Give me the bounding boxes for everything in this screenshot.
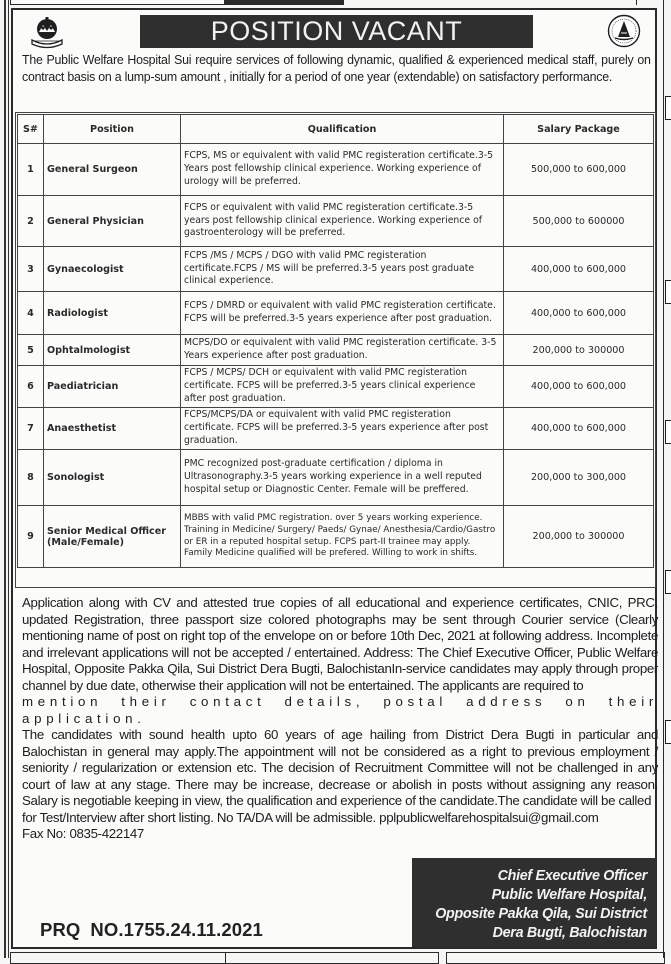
row-qualification: MBBS with valid PMC registration. over 5 years working experience. Training in Medicine/ Surgery/ Paeds/ Gynae/ Anesthesia/Cardio/Gastro or ER in a reputed hospital setup. FCPS part-II trainee may apply. Family Medicine qualified will be prefered. Willing to work in shifts.	[181, 506, 504, 568]
positions-table	[17, 114, 654, 568]
signature-line: Dera Bugti, Balochistan	[492, 925, 647, 941]
table-row	[18, 366, 654, 408]
row-sn: 3	[18, 247, 44, 292]
row-salary: 200,000 to 300000	[504, 506, 654, 568]
prq-number	[40, 919, 263, 941]
row-position: Sonologist	[44, 450, 181, 506]
row-sn: 9	[18, 506, 44, 568]
page-border-rule	[8, 0, 9, 958]
row-sn: 7	[18, 408, 44, 450]
row-qualification: FCPS / MCPS/ DCH or equivalent with valid PMC registeration certificate. FCPS will be preferred.3-5 years clinical experience after post graduation.	[181, 366, 504, 408]
column-header-qualification: Qualification	[181, 115, 504, 144]
adjacent-ad-fragment	[10, 0, 226, 5]
row-qualification: FCPS, MS or equivalent with valid PMC registeration certificate.3-5 Years post fellowship clinical experience. Working experience of urology will be preferred.	[181, 144, 504, 196]
signature-block	[412, 858, 656, 947]
table-header-row	[18, 115, 654, 144]
row-sn: 8	[18, 450, 44, 506]
adjacent-block	[665, 570, 671, 594]
adjacent-block	[665, 280, 671, 304]
row-salary: 400,000 to 600,000	[504, 408, 654, 450]
row-salary: 500,000 to 600,000	[504, 144, 654, 196]
ppl-company-seal-icon	[607, 14, 641, 48]
row-qualification: MCPS/DO or equivalent with valid PMC registeration certificate. 3-5 Years experience after post graduation.	[181, 335, 504, 366]
instructions-part-3: The candidates with sound health upto 60 years of age hailing from District Dera Bugti in particular and Balochistan in general may apply.The appointment will not be considered as a right to previous employment / seniority / regularization or extension etc. The decision of Recruitment Committee will not be challenged in any court of law at any stage. There may be increase, decrease or abolish in posts without assigning any reason. Salary is negotiable keeping in view, the qualification and experience of the candidate.The candidate will be called	[22, 727, 658, 808]
adjacent-block	[665, 420, 671, 444]
row-salary: 200,000 to 300,000	[504, 450, 654, 506]
ad-title: POSITION VACANT	[140, 15, 533, 48]
row-position: Gynaecologist	[44, 247, 181, 292]
adjacent-block	[665, 96, 671, 120]
fax-number: Fax No: 0835-422147	[22, 826, 144, 841]
row-sn: 4	[18, 292, 44, 335]
row-salary: 400,000 to 600,000	[504, 247, 654, 292]
instructions-part-1: Application along with CV and attested true copies of all educational and experience certificates, CNIC, PRC, updated Registration, three passport size colored photographs may be sent through Courier service (Clearly mentioning name of post on right top of the envelope on or before 10th Dec, 2021 at following address. Incomplete and irrelevant applications will not be accepted / entertained. Address: The Chief Executive Officer, Public Welfare Hospital, Opposite Pakka Qila, Sui District Dera Bugti, BalochistanIn-service candidates may apply through proper channel by due date, otherwise their application will not be entertained. The applicants are required to	[22, 595, 658, 693]
adjacent-ad-fragment	[346, 0, 637, 5]
row-position: Radiologist	[44, 292, 181, 335]
row-sn: 1	[18, 144, 44, 196]
instructions-part-4-email: for Test/Interview after short listing. No TA/DA will be admissible. pplpublicwelfarehospitalsui@gmail.com	[22, 809, 599, 825]
table-row	[18, 247, 654, 292]
adjacent-column-fragment	[663, 0, 671, 958]
table-row	[18, 450, 654, 506]
adjacent-ad-fragment	[224, 0, 344, 5]
row-salary: 400,000 to 600,000	[504, 292, 654, 335]
prq-value: NO.1755.24.11.2021	[90, 919, 263, 940]
table-row	[18, 506, 654, 568]
signature-line: Chief Executive Officer	[497, 868, 647, 884]
ad-header	[13, 10, 655, 52]
intro-paragraph: The Public Welfare Hospital Sui require services of following dynamic, qualified & experienced medical staff, purely on contract basis on a lump-sum amount , initially for a period of one year (extendable) on satisfactory performance.	[22, 52, 651, 84]
row-sn: 5	[18, 335, 44, 366]
row-sn: 6	[18, 366, 44, 408]
row-position: Senior Medical Officer (Male/Female)	[44, 506, 181, 568]
table-row	[18, 292, 654, 335]
row-sn: 2	[18, 196, 44, 247]
row-position: General Surgeon	[44, 144, 181, 196]
table-row	[18, 196, 654, 247]
row-position: Paediatrician	[44, 366, 181, 408]
table-row	[18, 144, 654, 196]
row-salary: 400,000 to 600,000	[504, 366, 654, 408]
page-border-rule	[4, 0, 6, 958]
row-qualification: FCPS or equivalent with valid PMC registeration certificate.3-5 years post fellowship clinical experience. Working experience of gastroenterology will be preferred.	[181, 196, 504, 247]
column-header-salary: Salary Package	[504, 115, 654, 144]
row-salary: 200,000 to 300000	[504, 335, 654, 366]
adjacent-ad-fragment	[446, 952, 665, 964]
table-row	[18, 335, 654, 366]
row-qualification: FCPS /MS / MCPS / DGO with valid PMC registeration certificate.FCPS / MS will be preferred.3-5 years post graduate clinical experience.	[181, 247, 504, 292]
row-position: Ophtalmologist	[44, 335, 181, 366]
row-qualification: PMC recognized post-graduate certification / diploma in Ultrasonography.3-5 years working experience in a well reputed hospital setup or Diagnostic Center. Female will be preffered.	[181, 450, 504, 506]
adjacent-block	[665, 720, 671, 744]
adjacent-ad-fragment	[226, 952, 439, 964]
prq-label: PRQ	[40, 919, 81, 940]
signature-line: Opposite Pakka Qila, Sui District	[435, 906, 647, 922]
adjacent-ad-fragment	[10, 952, 226, 964]
column-header-sn: S#	[18, 115, 44, 144]
table-row	[18, 408, 654, 450]
column-header-position: Position	[44, 115, 181, 144]
row-position: General Physician	[44, 196, 181, 247]
job-advertisement	[11, 8, 657, 949]
balochistan-government-emblem-icon	[29, 16, 65, 50]
row-qualification: FCPS/MCPS/DA or equivalent with valid PMC registeration certificate. FCPS will be preferred.3-5 years experience after post graduation.	[181, 408, 504, 450]
signature-line: Public Welfare Hospital,	[491, 887, 647, 903]
row-salary: 500,000 to 600000	[504, 196, 654, 247]
application-instructions	[22, 595, 658, 843]
row-qualification: FCPS / DMRD or equivalent with valid PMC registeration certificate. FCPS will be preferred.3-5 years experience after post graduation.	[181, 292, 504, 335]
instructions-part-2: mention their contact details, postal address on their application.	[22, 694, 658, 726]
row-position: Anaesthetist	[44, 408, 181, 450]
